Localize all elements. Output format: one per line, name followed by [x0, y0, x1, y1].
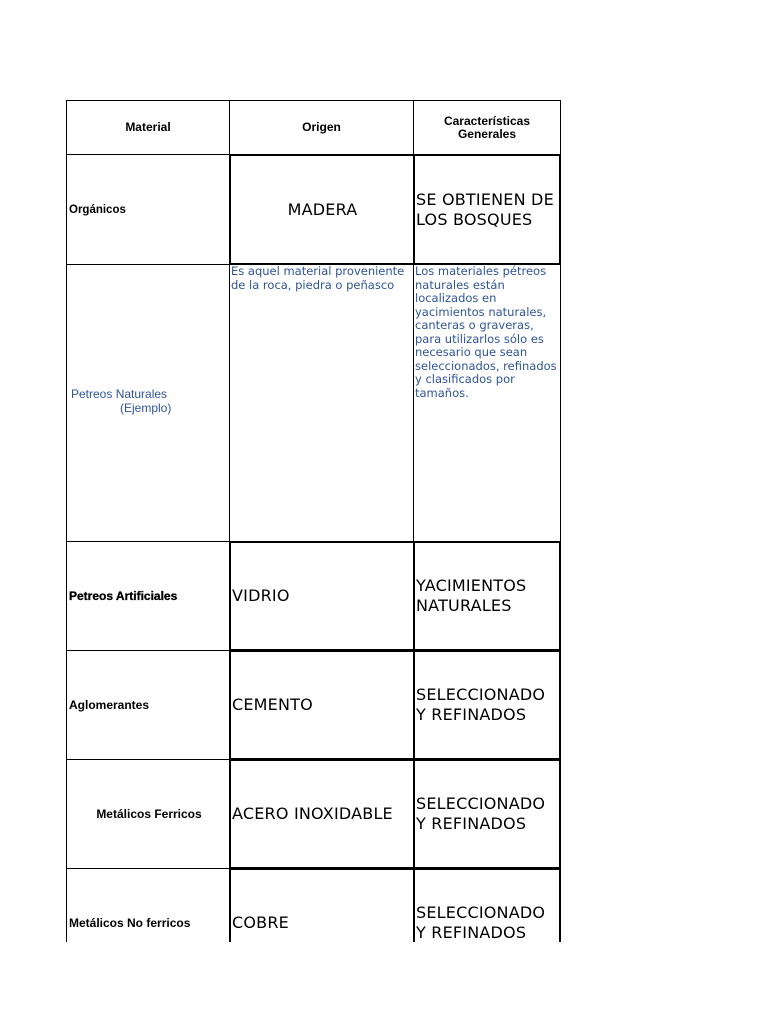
origen-cell: CEMENTO — [229, 650, 415, 760]
material-cell: Aglomerantes — [66, 650, 230, 760]
caracteristicas-cell: SELECCIONADO Y REFINADOS — [413, 650, 561, 760]
material-cell: Petreos Artificiales — [66, 541, 230, 651]
material-cell: Orgánicos — [66, 154, 230, 265]
origen-cell: COBRE — [229, 868, 415, 942]
header-origen: Origen — [229, 100, 414, 155]
origen-cell: VIDRIO — [229, 541, 415, 651]
origen-cell: MADERA — [229, 154, 415, 265]
caracteristicas-cell: SE OBTIENEN DE LOS BOSQUES — [413, 154, 561, 265]
origen-cell: Es aquel material proveniente de la roca, piedra o peñasco — [229, 264, 414, 542]
caracteristicas-cell: SELECCIONADO Y REFINADOS — [413, 759, 561, 869]
header-caracteristicas: Características Generales — [413, 100, 561, 155]
material-label: Petreos Naturales — [71, 387, 168, 401]
material-cell: Metálicos Ferricos — [66, 759, 230, 869]
caracteristicas-cell: YACIMIENTOS NATURALES — [413, 541, 561, 651]
materials-table — [66, 100, 561, 942]
caracteristicas-cell: Los materiales pétreos naturales están localizados en yacimientos naturales, canteras o graveras, para utilizarlos sólo es necesario que sean seleccionados, refinados y clasificados por tamaños. — [413, 264, 561, 542]
material-cell: Metálicos No ferricos — [66, 868, 230, 942]
origen-cell: ACERO INOXIDABLE — [229, 759, 415, 869]
material-cell — [66, 264, 230, 542]
material-note: (Ejemplo) — [120, 401, 172, 415]
header-material: Material — [66, 100, 230, 155]
caracteristicas-cell: SELECCIONADO Y REFINADOS — [413, 868, 561, 942]
